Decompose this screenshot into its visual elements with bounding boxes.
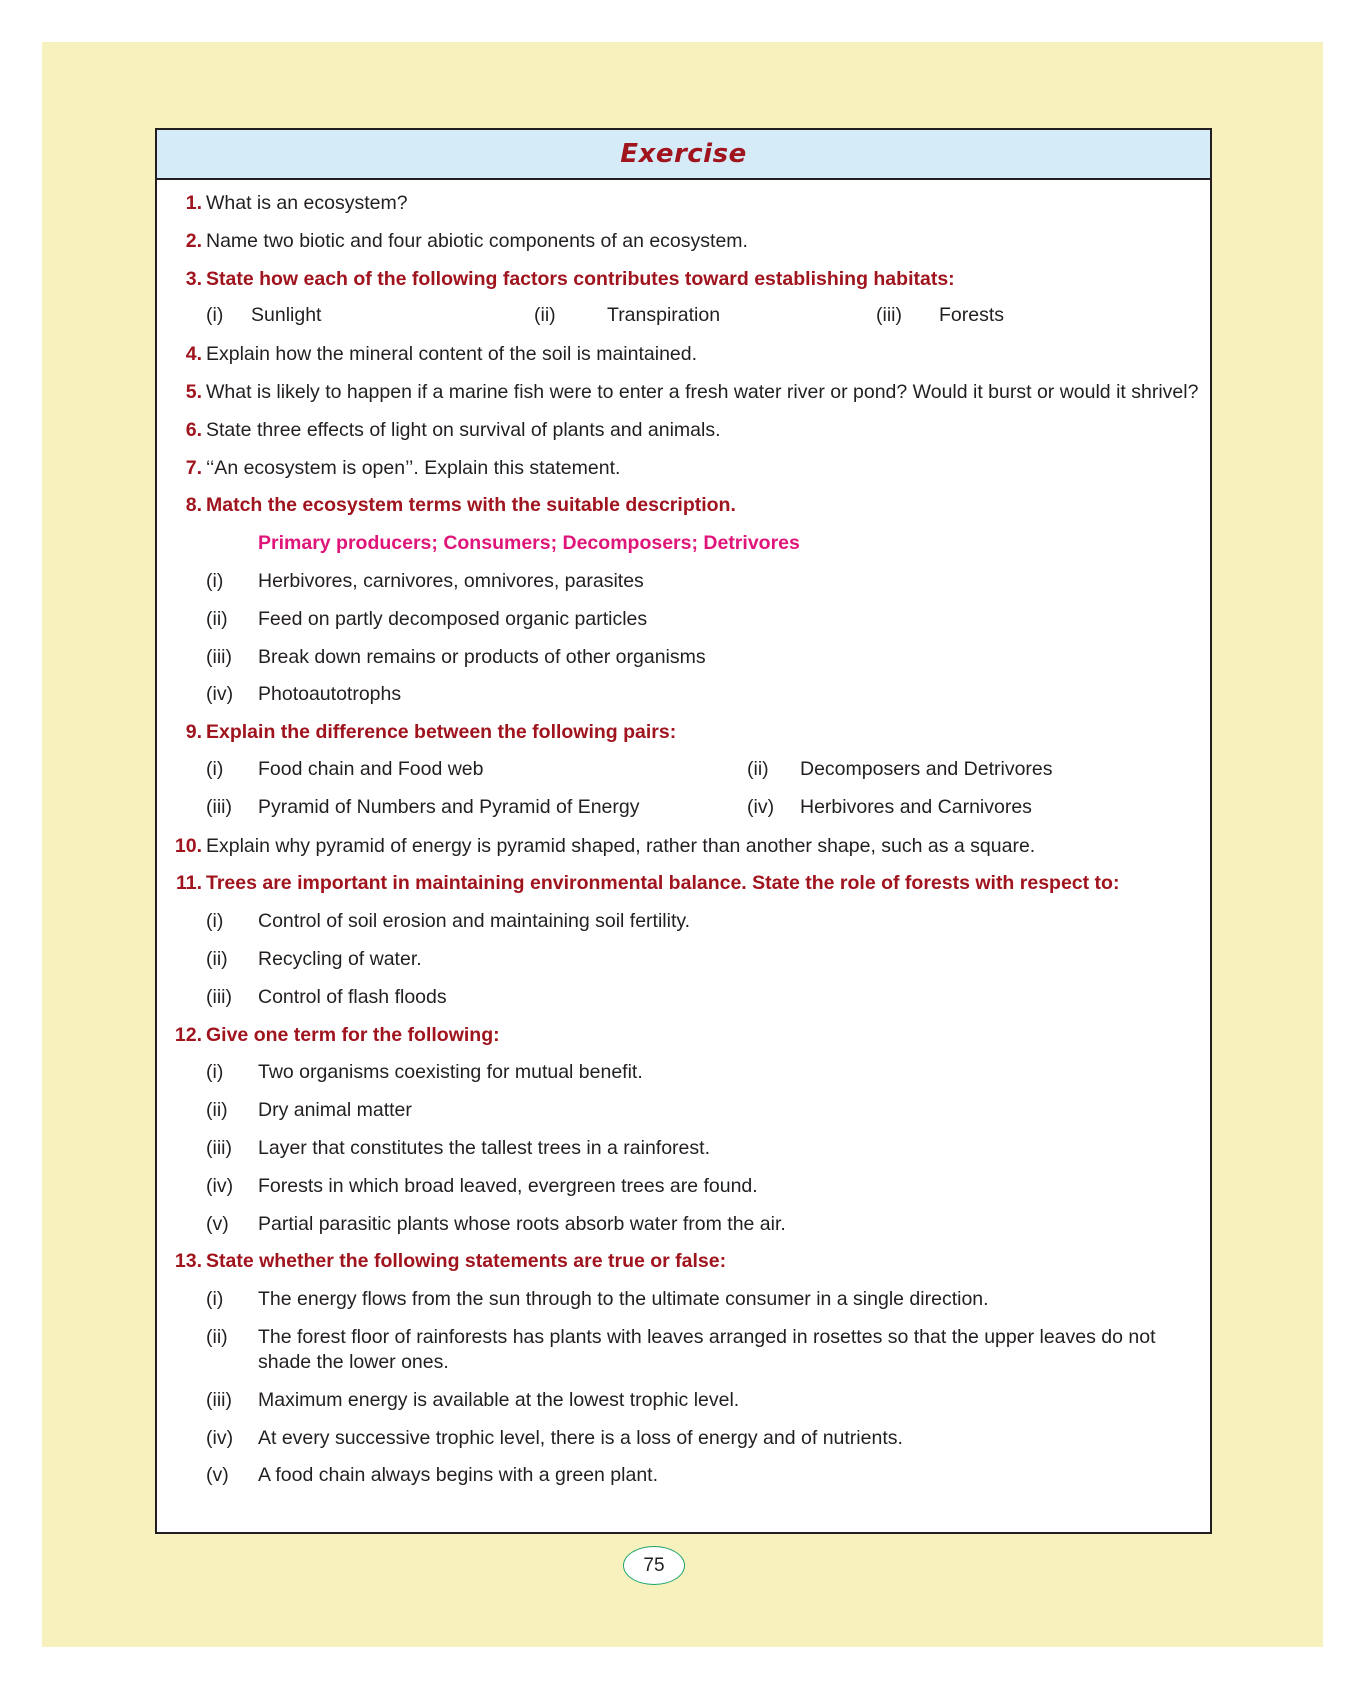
question-item (157, 456, 1210, 481)
sub-item-numeral: (iv) (206, 1426, 234, 1449)
sub-item-text: Break down remains or products of other organisms (258, 645, 706, 668)
sub-item-numeral: (ii) (206, 947, 228, 970)
question-number: 11. (175, 872, 202, 895)
question-number: 5. (185, 380, 202, 403)
sub-item-text: Partial parasitic plants whose roots absorb water from the air. (258, 1212, 786, 1235)
sub-item (157, 1463, 1210, 1488)
question-text: Explain why pyramid of energy is pyramid shaped, rather than another shape, such as a square. (206, 834, 1036, 857)
sub-item-text: The forest floor of rainforests has plants with leaves arranged in rosettes so that the upper leaves do not shade the lower ones. (258, 1325, 1156, 1373)
sub-item-numeral: (v) (206, 1464, 229, 1487)
sub-item-text: Forests (939, 304, 1005, 327)
sub-item-numeral: (iii) (206, 1388, 232, 1411)
exercise-title: Exercise (620, 139, 747, 169)
question-number: 7. (185, 456, 202, 479)
sub-item-numeral: (iii) (876, 304, 902, 327)
sub-item-text: Decomposers and Detrivores (800, 757, 1053, 780)
question-item (157, 1023, 1210, 1048)
question-number: 13. (174, 1250, 202, 1273)
sub-item-text: Recycling of water. (258, 947, 422, 970)
question-item (157, 229, 1210, 254)
sub-item-numeral: (ii) (206, 1099, 228, 1122)
question-item (157, 834, 1210, 859)
sub-item-text: Sunlight (251, 304, 322, 327)
sub-item-numeral: (iii) (206, 1136, 232, 1159)
sub-item (157, 1287, 1210, 1312)
question-item (157, 380, 1210, 405)
sub-item-text: Control of soil erosion and maintaining soil fertility. (258, 910, 691, 933)
sub-item-text: Photoautotrophs (258, 683, 402, 706)
sub-item-numeral: (i) (206, 1288, 224, 1311)
question-item (157, 493, 1210, 518)
sub-item-text: Dry animal matter (258, 1099, 412, 1122)
sub-item (157, 1136, 1210, 1161)
question-item (157, 1249, 1210, 1274)
sub-item-numeral: (i) (206, 304, 224, 327)
question-text: Explain how the mineral content of the soil is maintained. (206, 343, 698, 366)
sub-item-numeral: (iii) (206, 645, 232, 668)
question-number: 10. (174, 834, 202, 857)
sub-item (157, 569, 1210, 594)
question-text: ‘‘An ecosystem is open’’. Explain this statement. (206, 456, 621, 479)
sub-item-numeral: (i) (206, 910, 224, 933)
sub-item (157, 909, 1210, 934)
sub-item-text: Food chain and Food web (258, 757, 484, 780)
question-number: 12. (174, 1023, 202, 1046)
sub-item-text: At every successive trophic level, there is a loss of energy and of nutrients. (258, 1426, 903, 1449)
sub-items-row (157, 796, 1210, 821)
sub-item (157, 682, 1210, 707)
exercise-box (155, 128, 1212, 1534)
sub-item-text: Herbivores, carnivores, omnivores, parasites (258, 569, 644, 592)
question-text: What is likely to happen if a marine fish were to enter a fresh water river or pond? Would it burst or would it shrivel? (206, 380, 1199, 403)
sub-items-row (157, 758, 1210, 783)
question-number: 4. (185, 343, 202, 366)
question-item (157, 871, 1210, 896)
sub-item-numeral: (iv) (747, 795, 775, 818)
question-number: 3. (185, 267, 202, 290)
sub-item-text: Forests in which broad leaved, evergreen trees are found. (258, 1174, 758, 1197)
exercise-header (157, 130, 1210, 180)
question-item (157, 342, 1210, 367)
sub-item-numeral: (iii) (206, 795, 232, 818)
sub-item-text: Feed on partly decomposed organic particles (258, 607, 648, 630)
match-terms: Primary producers; Consumers; Decomposers; Detrivores (258, 532, 800, 555)
sub-item-numeral: (ii) (747, 757, 769, 780)
sub-item-text: A food chain always begins with a green plant. (258, 1464, 659, 1487)
question-item (157, 418, 1210, 443)
question-text: Explain the difference between the following pairs: (206, 721, 677, 744)
sub-item-text: Transpiration (607, 304, 721, 327)
sub-item-text: Herbivores and Carnivores (800, 795, 1032, 818)
question-text: Match the ecosystem terms with the suitable description. (206, 494, 736, 517)
page-background (42, 42, 1323, 1647)
question-text: Trees are important in maintaining environmental balance. State the role of forests with respect to: (206, 872, 1120, 895)
question-number: 6. (185, 418, 202, 441)
question-item (157, 191, 1210, 216)
question-text: State whether the following statements are true or false: (206, 1250, 727, 1273)
sub-item-text: The energy flows from the sun through to the ultimate consumer in a single direction. (258, 1288, 989, 1311)
question-text: State three effects of light on survival of plants and animals. (206, 418, 721, 441)
sub-item-numeral: (ii) (206, 1325, 228, 1348)
sub-item (157, 1212, 1210, 1237)
sub-item-numeral: (i) (206, 1061, 224, 1084)
question-number: 1. (185, 192, 202, 214)
question-list (157, 180, 1210, 1488)
question-text: What is an ecosystem? (206, 192, 408, 214)
sub-item-text: Two organisms coexisting for mutual benefit. (258, 1061, 643, 1084)
sub-item-numeral: (iv) (206, 1174, 234, 1197)
question-number: 2. (185, 229, 202, 252)
question-number: 9. (185, 721, 202, 744)
sub-item (157, 1388, 1210, 1413)
sub-item (157, 947, 1210, 972)
sub-item (157, 645, 1210, 670)
sub-item (157, 1174, 1210, 1199)
sub-item-numeral: (ii) (206, 607, 228, 630)
sub-item-numeral: (iii) (206, 985, 232, 1008)
sub-item-numeral: (v) (206, 1212, 229, 1235)
question-text: Give one term for the following: (206, 1023, 500, 1046)
sub-item-text: Maximum energy is available at the lowest trophic level. (258, 1388, 740, 1411)
question-item (157, 720, 1210, 745)
page-number: 75 (623, 1546, 685, 1585)
sub-item-text: Layer that constitutes the tallest trees in a rainforest. (258, 1136, 710, 1159)
sub-item (157, 1098, 1210, 1123)
sub-item-text: Control of flash floods (258, 985, 447, 1008)
sub-item-numeral: (i) (206, 569, 224, 592)
sub-item (157, 1060, 1210, 1085)
sub-items-row (157, 304, 1210, 329)
sub-item (157, 1426, 1210, 1451)
sub-item (157, 985, 1210, 1010)
sub-item-text: Pyramid of Numbers and Pyramid of Energy (258, 795, 640, 818)
sub-item-numeral: (iv) (206, 683, 234, 706)
sub-item-numeral: (ii) (534, 304, 556, 327)
sub-item (157, 607, 1210, 632)
sub-item (157, 1325, 1210, 1375)
question-number: 8. (185, 494, 202, 517)
question-item (157, 267, 1210, 292)
question-text: State how each of the following factors contributes toward establishing habitats: (206, 267, 955, 290)
question-text: Name two biotic and four abiotic components of an ecosystem. (206, 229, 748, 252)
sub-item-numeral: (i) (206, 757, 224, 780)
